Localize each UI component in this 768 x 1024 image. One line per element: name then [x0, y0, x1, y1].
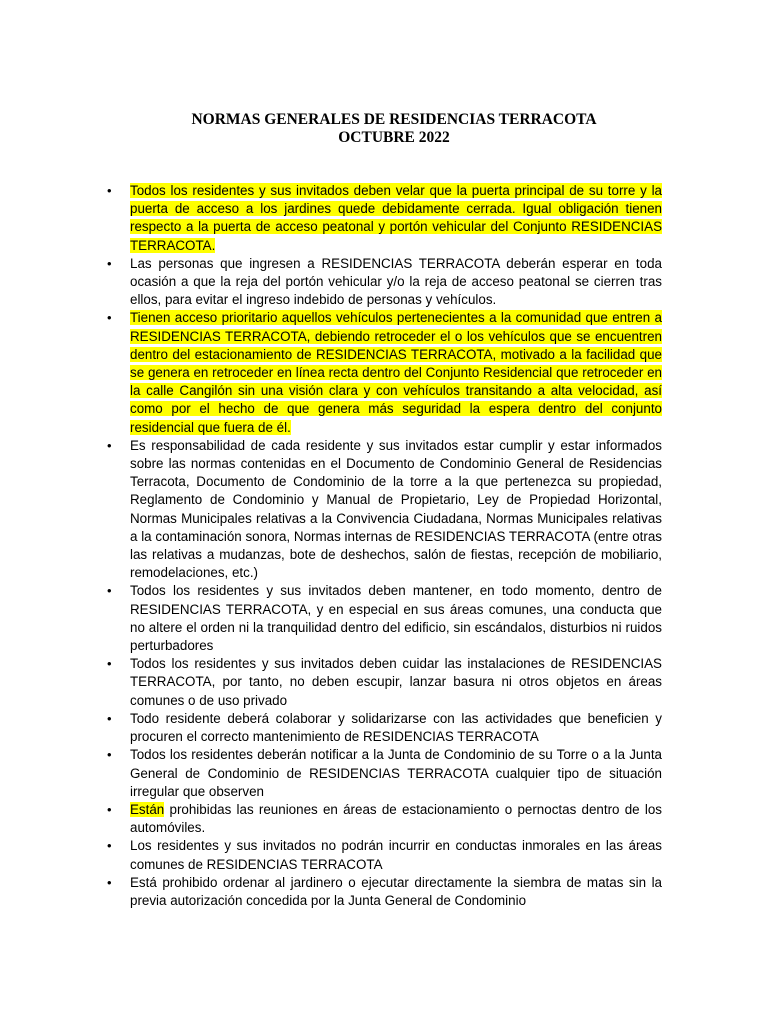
- title-line-2: OCTUBRE 2022: [338, 129, 450, 146]
- bullet-icon: •: [107, 183, 112, 198]
- bullet-icon: •: [107, 255, 112, 271]
- rule-text: Todos los residentes deberán notificar a la Junta de Condominio de su Torre o a la Junta General de Condominio de RESIDENCIAS TERRACOTA cualquier tipo de situación irregular que observen: [130, 747, 662, 799]
- rule-item: [107, 255, 662, 310]
- bullet-icon: •: [107, 583, 112, 599]
- rule-item: [107, 837, 662, 873]
- rules-list: [107, 182, 662, 910]
- bullet-icon: •: [107, 437, 112, 453]
- document-title: [0, 111, 768, 147]
- rule-item: [107, 710, 662, 746]
- rule-highlighted-text: Están: [130, 801, 165, 817]
- rule-item: [107, 582, 662, 655]
- rule-text: Los residentes y sus invitados no podrán incurrir en conductas inmorales en las áreas comunes de RESIDENCIAS TERRACOTA: [130, 838, 662, 872]
- rule-text: Es responsabilidad de cada residente y sus invitados estar cumplir y estar informados sobre las normas contenidas en el Documento de Condominio General de Residencias Terracota, Documento de Condominio de la torre a la que pertenezca su propiedad, Reglamento de Condominio y Manual de Propietario, Ley de Propiedad Horizontal, Normas Municipales relativas a la Convivencia Ciudadana, Normas Municipales relativas a la contaminación sonora, Normas internas de RESIDENCIAS TERRACOTA (entre otras las relativas a mudanzas, bote de deshechos, salón de fiestas, recepción de mobiliario, remodelaciones, etc.): [130, 437, 662, 581]
- rule-text: Todos los residentes y sus invitados deben mantener, en todo momento, dentro de RESIDENCIAS TERRACOTA, y en especial en sus áreas comunes, una conducta que no altere el orden ni la tranquilidad dentro del edificio, sin escándalos, disturbios ni ruidos perturbadores: [130, 583, 662, 654]
- title-line-1: NORMAS GENERALES DE RESIDENCIAS TERRACOTA: [191, 111, 597, 128]
- bullet-icon: •: [107, 801, 112, 817]
- bullet-icon: •: [107, 838, 112, 854]
- rule-item: [107, 655, 662, 710]
- rule-highlighted-text: Tienen acceso prioritario aquellos vehículos pertenecientes a la comunidad que entren a RESIDENCIAS TERRACOTA, debiendo retroceder el o los vehículos que se encuentren dentro del estacionamiento de RESIDENCIAS TERRACOTA, motivado a la facilidad que se genera en retroceder en línea recta dentro del Conjunto Residencial que retroceder en la calle Cangilón sin una visión clara y con vehículos transitando a alta velocidad, así como por el hecho de que genera más seguridad la espera dentro del conjunto residencial que fuera de él.: [130, 310, 662, 435]
- rule-item: [107, 437, 662, 583]
- bullet-icon: •: [107, 656, 112, 672]
- bullet-icon: •: [107, 874, 112, 890]
- bullet-icon: •: [107, 310, 112, 326]
- rule-item: [107, 182, 662, 255]
- rule-item: [107, 874, 662, 910]
- rule-item: [107, 801, 662, 837]
- rule-text: Está prohibido ordenar al jardinero o ejecutar directamente la siembra de matas sin la previa autorización concedida por la Junta General de Condominio: [130, 874, 662, 908]
- rule-text: Todo residente deberá colaborar y solidarizarse con las actividades que beneficien y procuren el correcto mantenimiento de RESIDENCIAS TERRACOTA: [130, 710, 662, 745]
- bullet-icon: •: [107, 710, 112, 726]
- bullet-icon: •: [107, 747, 112, 763]
- rule-text: Las personas que ingresen a RESIDENCIAS TERRACOTA deberán esperar en toda ocasión a que la reja del portón vehicular y/o la reja de acceso peatonal se cierren tras ellos, para evitar el ingreso indebido de personas y vehículos.: [130, 255, 662, 308]
- rule-item: [107, 746, 662, 801]
- rule-item: [107, 309, 662, 436]
- rule-text: Todos los residentes y sus invitados deben cuidar las instalaciones de RESIDENCIAS TERRACOTA, por tanto, no deben escupir, lanzar basura ni otros objetos en áreas comunes o de uso privado: [130, 656, 662, 708]
- rule-highlighted-text: Todos los residentes y sus invitados deben velar que la puerta principal de su torre y la puerta de acceso a los jardines quede debidamente cerrada. Igual obligación tienen respecto a la puerta de acceso peatonal y portón vehicular del Conjunto RESIDENCIAS TERRACOTA.: [130, 183, 662, 253]
- rule-text: prohibidas las reuniones en áreas de estacionamiento o pernoctas dentro de los automóviles.: [130, 801, 662, 836]
